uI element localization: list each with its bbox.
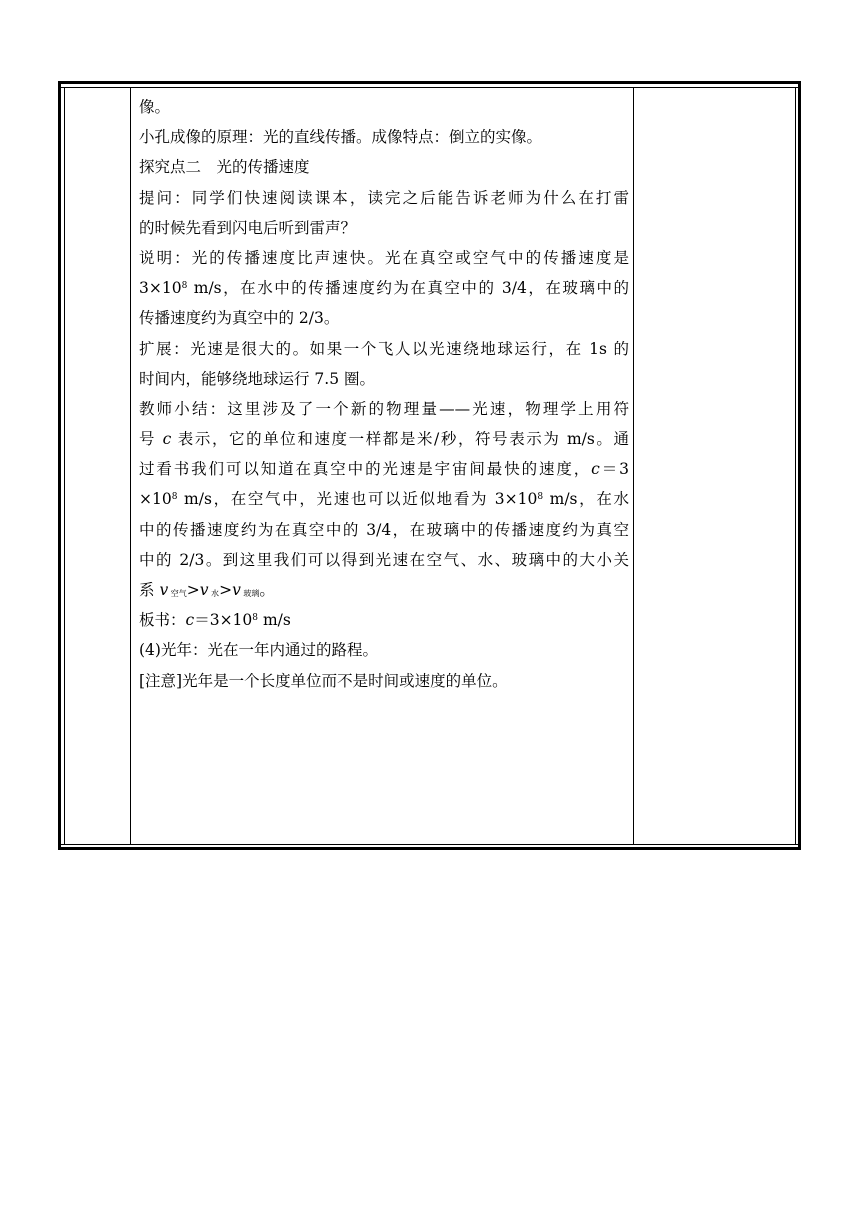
subscript-water: 水 xyxy=(208,589,220,598)
lesson-content-cell xyxy=(139,92,629,696)
text-line xyxy=(139,454,629,484)
text-line xyxy=(139,515,629,545)
line-text: 时间内，能够绕地球运行 7.5 圈。 xyxy=(139,369,376,388)
line-text: 说明：光的传播速度比声速快。光在真空或空气中的传播速度是 xyxy=(139,248,629,267)
table-inner-border-right xyxy=(795,87,796,844)
line-text: 扩展：光速是很大的。如果一个飞人以光速绕地球运行，在 1s 的 xyxy=(139,339,629,358)
text-line xyxy=(139,92,629,122)
symbol-c: c xyxy=(185,611,195,630)
line-text: 表示，它的单位和速度一样都是米/秒，符号表示为 m/s。通 xyxy=(171,430,630,449)
subscript-air: 空气 xyxy=(168,589,187,598)
greater-than: > xyxy=(219,581,233,599)
text-line xyxy=(139,424,629,454)
line-text: 传播速度约为真空中的 2/3。 xyxy=(139,309,340,328)
table-inner-border-top xyxy=(61,87,798,88)
line-text: ＝3 xyxy=(599,460,629,479)
line-text: 号 xyxy=(139,430,163,449)
symbol-c: c xyxy=(591,460,600,479)
text-line xyxy=(139,334,629,364)
text-line xyxy=(139,575,629,605)
symbol-v: v xyxy=(232,581,241,599)
column-divider-right xyxy=(633,87,634,844)
symbol-c: c xyxy=(162,430,172,449)
line-text: m/s xyxy=(258,611,291,630)
line-text: ×10 xyxy=(139,490,172,509)
exponent: 8 xyxy=(171,492,178,503)
section-heading xyxy=(139,152,629,182)
text-line xyxy=(139,364,629,394)
line-text: 中的传播速度约为在真空中的 3/4，在玻璃中的传播速度约为真空 xyxy=(139,520,629,539)
line-text: 的时候先看到闪电后听到雷声？ xyxy=(139,218,357,237)
text-line xyxy=(139,484,629,514)
line-text: 探究点二 光的传播速度 xyxy=(139,158,310,177)
exponent: 8 xyxy=(181,281,188,292)
text-line xyxy=(139,394,629,424)
line-text: 中的 2/3。到这里我们可以得到光速在空气、水、玻璃中的大小关 xyxy=(139,550,629,569)
exponent: 8 xyxy=(252,613,259,624)
text-line xyxy=(139,303,629,333)
line-text: 3×10 xyxy=(139,279,182,298)
line-text: 提问：同学们快速阅读课本，读完之后能告诉老师为什么在打雷 xyxy=(139,188,629,207)
text-line xyxy=(139,545,629,575)
line-text: 板书： xyxy=(139,611,186,630)
line-text: 系 xyxy=(139,581,160,599)
line-text: ＝3×10 xyxy=(194,611,253,630)
line-text: m/s，在水 xyxy=(543,490,629,509)
symbol-v: v xyxy=(159,581,169,599)
column-divider-left xyxy=(130,87,131,844)
text-line xyxy=(139,273,629,303)
line-text: m/s，在空气中，光速也可以近似地看为 3×10 xyxy=(177,490,538,509)
subscript-glass: 玻璃 xyxy=(240,589,260,598)
text-line xyxy=(139,635,629,665)
line-text: 像。 xyxy=(139,98,171,116)
exponent: 8 xyxy=(537,492,544,503)
table-inner-border-bottom xyxy=(61,844,798,845)
text-line xyxy=(139,666,629,696)
line-text: m/s，在水中的传播速度约为在真空中的 3/4，在玻璃中的 xyxy=(187,279,629,298)
line-text: 教师小结：这里涉及了一个新的物理量——光速，物理学上用符 xyxy=(139,399,629,418)
text-line xyxy=(139,122,629,152)
greater-than: > xyxy=(186,581,200,599)
text-line xyxy=(139,183,629,213)
line-text: [注意]光年是一个长度单位而不是时间或速度的单位。 xyxy=(139,671,508,690)
line-text: 过看书我们可以知道在真空中的光速是宇宙间最快的速度， xyxy=(139,460,592,479)
line-text: 小孔成像的原理：光的直线传播。成像特点：倒立的实像。 xyxy=(139,128,543,147)
text-line xyxy=(139,243,629,273)
line-text: 。 xyxy=(259,581,275,599)
text-line xyxy=(139,605,629,635)
table-inner-border-left xyxy=(64,87,65,844)
text-line xyxy=(139,213,629,243)
symbol-v: v xyxy=(199,581,209,599)
line-text: (4)光年：光在一年内通过的路程。 xyxy=(139,641,378,660)
